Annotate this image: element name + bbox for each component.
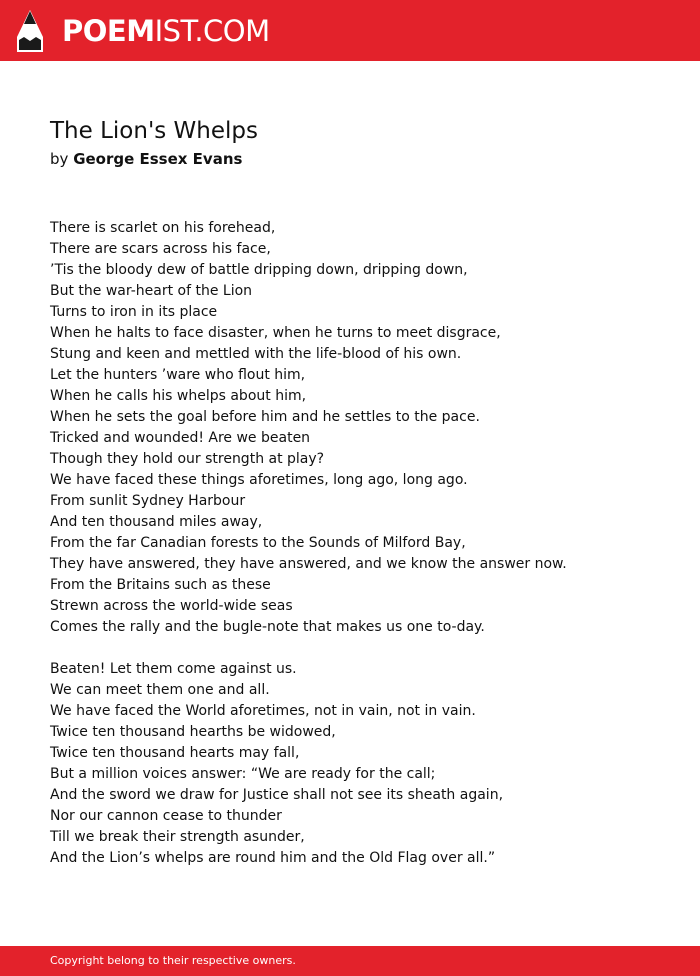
byline: [50, 149, 242, 169]
poem-line: Let the hunters ’ware who flout him,: [50, 367, 306, 383]
poem-line: Till we break their strength asunder,: [50, 829, 305, 845]
poem-line: And the Lion’s whelps are round him and the Old Flag over all.”: [50, 850, 496, 866]
poem-line: We can meet them one and all.: [50, 682, 270, 698]
poem-line: And the sword we draw for Justice shall not see its sheath again,: [50, 787, 504, 803]
copyright-text: Copyright belong to their respective owners.: [50, 954, 296, 967]
poem-line: Stung and keen and mettled with the life-blood of his own.: [50, 346, 462, 362]
site-footer: [0, 946, 700, 976]
poem-stanza: [50, 218, 670, 638]
site-header: [0, 0, 700, 61]
poem-line: From the far Canadian forests to the Sounds of Milford Bay,: [50, 535, 466, 551]
poem-stanza: [50, 659, 670, 869]
poem-line: Beaten! Let them come against us.: [50, 661, 297, 677]
poem-body: [50, 218, 670, 890]
brand-bold: POEM: [62, 14, 155, 48]
poem-line: We have faced the World aforetimes, not in vain, not in vain.: [50, 703, 476, 719]
poem-line: From sunlit Sydney Harbour: [50, 493, 246, 509]
pencil-tip-icon: [17, 10, 43, 52]
poem-line: When he calls his whelps about him,: [50, 388, 307, 404]
poem-line: Twice ten thousand hearts may fall,: [50, 745, 300, 761]
poem-line: And ten thousand miles away,: [50, 514, 263, 530]
by-label: by: [50, 150, 69, 168]
poem-line: There is scarlet on his forehead,: [50, 220, 276, 236]
poem-line: Twice ten thousand hearths be widowed,: [50, 724, 336, 740]
poem-line: We have faced these things aforetimes, long ago, long ago.: [50, 472, 468, 488]
poem-line: But the war-heart of the Lion: [50, 283, 253, 299]
poem-line: Strewn across the world-wide seas: [50, 598, 293, 614]
poem-line: When he halts to face disaster, when he turns to meet disgrace,: [50, 325, 501, 341]
poem-line: Turns to iron in its place: [50, 304, 218, 320]
poem-line: ’Tis the bloody dew of battle dripping down, dripping down,: [50, 262, 468, 278]
site-logo[interactable]: [62, 11, 270, 51]
brand-light: IST.COM: [154, 14, 270, 48]
poem-line: Comes the rally and the bugle-note that makes us one to-day.: [50, 619, 485, 635]
poem-line: When he sets the goal before him and he settles to the pace.: [50, 409, 480, 425]
poem-title: The Lion's Whelps: [50, 118, 258, 144]
poem-line: But a million voices answer: “We are ready for the call;: [50, 766, 436, 782]
poem-line: They have answered, they have answered, and we know the answer now.: [50, 556, 567, 572]
poem-line: Though they hold our strength at play?: [50, 451, 325, 467]
poem-line: There are scars across his face,: [50, 241, 271, 257]
poem-line: Nor our cannon cease to thunder: [50, 808, 282, 824]
poem-line: From the Britains such as these: [50, 577, 271, 593]
author-name: George Essex Evans: [73, 150, 243, 168]
poem-line: Tricked and wounded! Are we beaten: [50, 430, 311, 446]
